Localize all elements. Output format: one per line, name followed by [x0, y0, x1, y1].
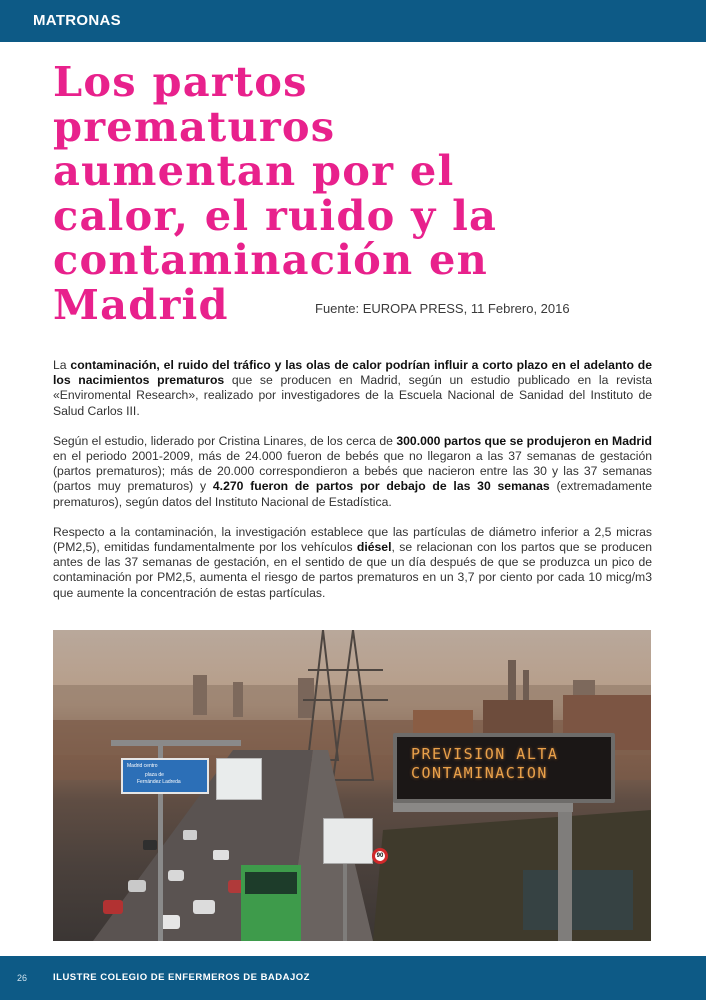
article-source: Fuente: EUROPA PRESS, 11 Febrero, 2016 [315, 301, 570, 316]
title-line: Madrid [53, 279, 229, 329]
title-line: prematuros [53, 101, 336, 151]
title-line: calor, el ruido y la [53, 190, 498, 240]
section-label: MATRONAS [33, 12, 121, 29]
article-body [53, 358, 652, 616]
body-paragraph [53, 358, 652, 419]
road-sign-line: Fernández Ladreda [137, 779, 181, 785]
article-photo [53, 630, 651, 941]
bold-text: contaminación, el ruido del tráfico y las olas de calor podrían influir a corto plazo en el adelanto de los nacimientos prematuros [53, 358, 652, 388]
variable-message-sign [393, 733, 615, 803]
road-sign-directions [323, 818, 373, 864]
title-line: contaminación en [53, 235, 489, 284]
text-run: Respecto a la contaminación, la investigación establece que las partículas de diámetro inferior a 2,5 micras (PM2,5), emitidas fundamentalmente por los vehículos [53, 524, 652, 555]
bold-text: 4.270 fueron de partos por debajo de las 30 semanas [212, 479, 550, 494]
bold-text: diésel [356, 540, 392, 555]
road-sign-line: plaza de [145, 772, 164, 778]
bold-text: 300.000 partos que se produjeron en Madrid [396, 433, 652, 448]
road-sign-line: Madrid centro [127, 763, 158, 769]
article-title [53, 57, 653, 329]
speed-limit-sign: 90 [372, 848, 388, 864]
text-run: (extremadamente prematuros), según datos del Instituto Nacional de Estadística. [53, 479, 652, 509]
text-run: que se producen en Madrid, según un estudio publicado en la revista «Enviromental Research», realizado por investigadores de la Escuela Nacional de Sanidad del Instituto de Salud Carlos III. [53, 373, 652, 418]
footer-organization: ILUSTRE COLEGIO DE ENFERMEROS DE BADAJOZ [53, 972, 310, 983]
road-sign-white [216, 758, 262, 800]
text-run: La [53, 358, 71, 372]
text-run: Según el estudio, liderado por Cristina Linares, de los cerca de [53, 433, 397, 448]
body-paragraph [53, 434, 652, 510]
body-paragraph [53, 525, 652, 601]
text-run: , se relacionan con los partos que se producen antes de las 37 semanas de gestación, en el sentido de que un día después de que se produzca un pico de contaminación por PM2,5, aumenta el riesgo de partos prematuros en un 3,7 por ciento por cada 10 micg/m3 que aumente la concentración de estas partículas. [53, 540, 653, 600]
title-line: aumentan por el [53, 146, 455, 195]
text-run: en el periodo 2001-2009, más de 24.000 fueron de bebés que no llegaron a las 37 semanas de gestación (partos prematuros); más de 20.000 correspondieron a bebés que nacieron entre las 30 y las 37 semanas (partos muy prematuros) y [53, 449, 652, 494]
road-sign-madrid-centro [121, 758, 209, 794]
page-number: 26 [17, 973, 28, 983]
vms-line: PREVISION ALTA [411, 745, 559, 763]
vms-line: CONTAMINACION [411, 764, 548, 782]
title-line: Los partos [53, 57, 308, 106]
